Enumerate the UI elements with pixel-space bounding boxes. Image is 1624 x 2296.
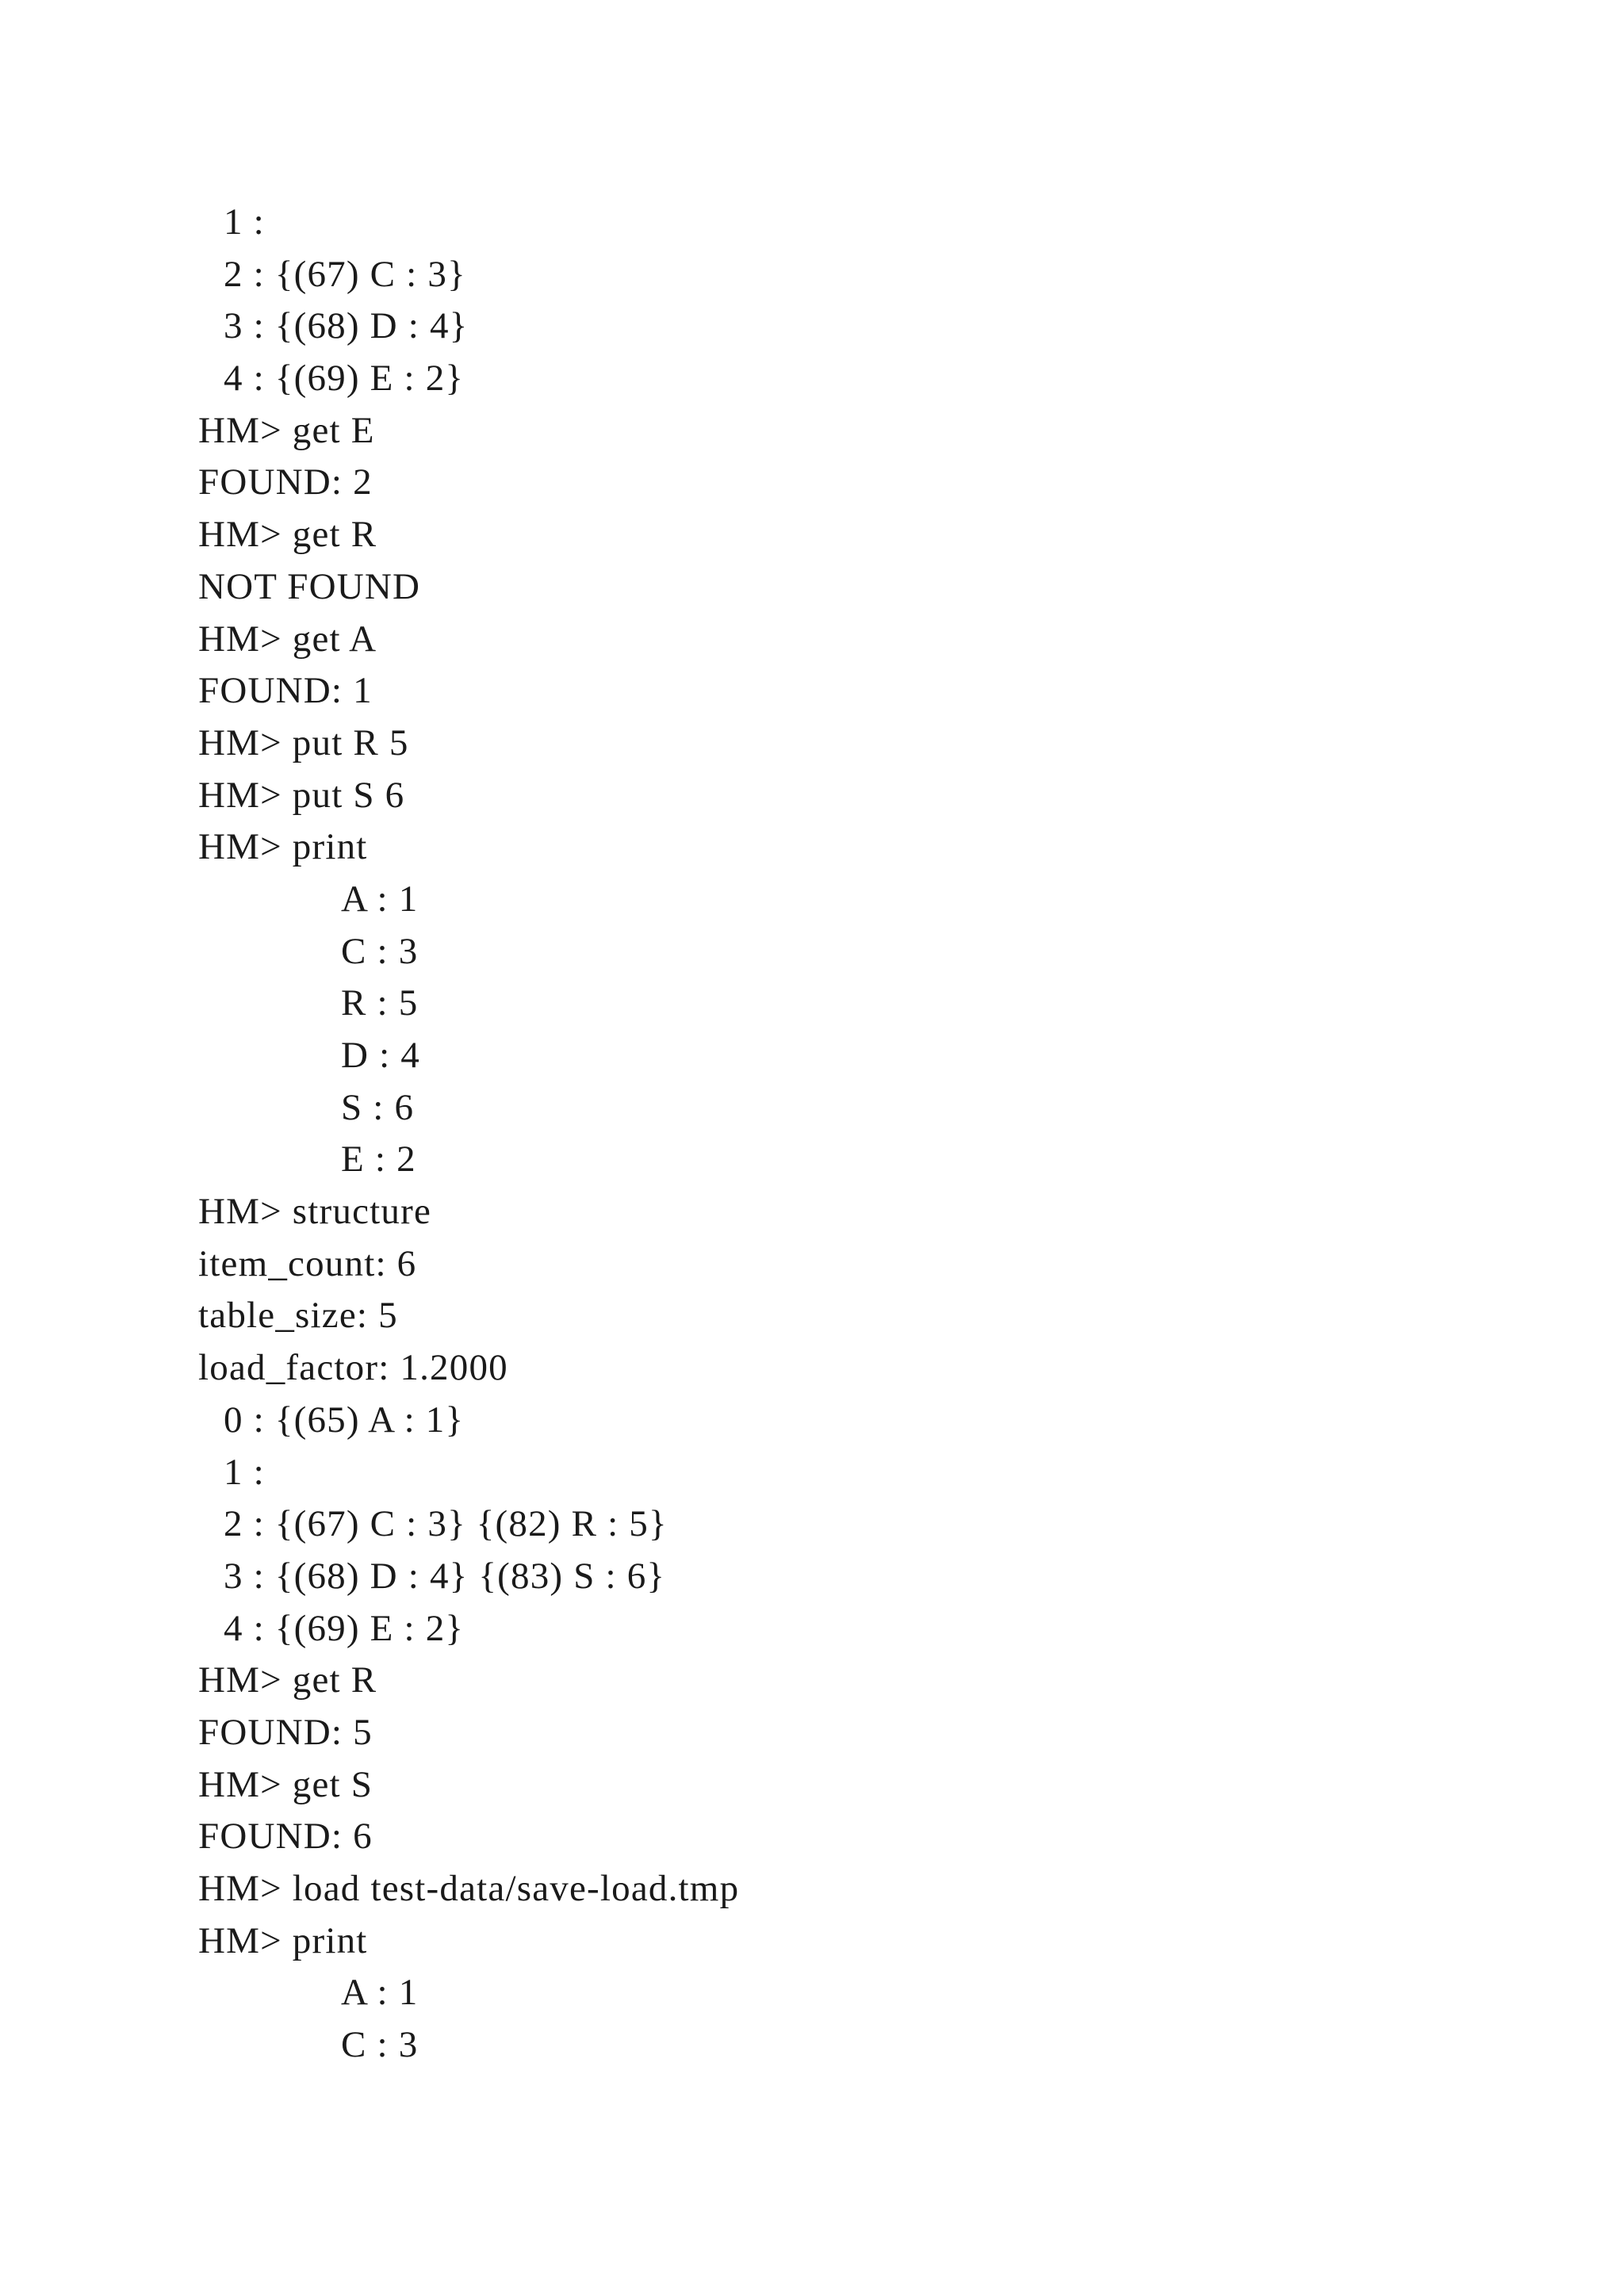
transcript-line: 2 : {(67) C : 3} {(82) R : 5} — [224, 1503, 668, 1545]
transcript-line: FOUND: 2 — [198, 461, 373, 503]
transcript-line: table_size: 5 — [198, 1295, 398, 1337]
transcript-line: HM> get R — [198, 514, 377, 556]
transcript-line: E : 2 — [341, 1138, 416, 1181]
transcript-line: 1 : — [224, 1451, 265, 1493]
transcript-line: 1 : — [224, 201, 265, 243]
transcript-line: HM> get A — [198, 618, 377, 660]
transcript-line: 4 : {(69) E : 2} — [224, 358, 465, 400]
transcript-line: HM> print — [198, 826, 368, 868]
transcript-line: 3 : {(68) D : 4} {(83) S : 6} — [224, 1555, 666, 1597]
transcript-line: 0 : {(65) A : 1} — [224, 1399, 465, 1441]
transcript-line: HM> get S — [198, 1763, 373, 1805]
transcript-line: 2 : {(67) C : 3} — [224, 253, 466, 295]
transcript-line: C : 3 — [341, 930, 419, 972]
transcript-line: 3 : {(68) D : 4} — [224, 305, 469, 347]
transcript-line: 4 : {(69) E : 2} — [224, 1607, 465, 1649]
transcript-line: load_factor: 1.2000 — [198, 1347, 508, 1389]
transcript-line: FOUND: 6 — [198, 1816, 373, 1858]
transcript-line: HM> print — [198, 1919, 368, 1961]
transcript-line: A : 1 — [341, 878, 419, 920]
transcript-line: R : 5 — [341, 982, 419, 1024]
transcript-line: D : 4 — [341, 1035, 420, 1076]
transcript-line: HM> get E — [198, 409, 375, 451]
transcript-line: HM> put S 6 — [198, 774, 405, 816]
transcript-line: FOUND: 5 — [198, 1711, 373, 1753]
transcript-line: S : 6 — [341, 1086, 415, 1128]
transcript-line: NOT FOUND — [198, 565, 421, 607]
transcript-line: C : 3 — [341, 2024, 419, 2066]
transcript-line: HM> put R 5 — [198, 721, 409, 763]
transcript-line: item_count: 6 — [198, 1242, 417, 1284]
transcript-line: HM> get R — [198, 1659, 377, 1701]
transcript-line: HM> load test-data/save-load.tmp — [198, 1868, 740, 1909]
terminal-transcript — [198, 197, 739, 2072]
transcript-line: HM> structure — [198, 1191, 432, 1233]
transcript-line: FOUND: 1 — [198, 670, 373, 712]
transcript-line: A : 1 — [341, 1972, 419, 2014]
